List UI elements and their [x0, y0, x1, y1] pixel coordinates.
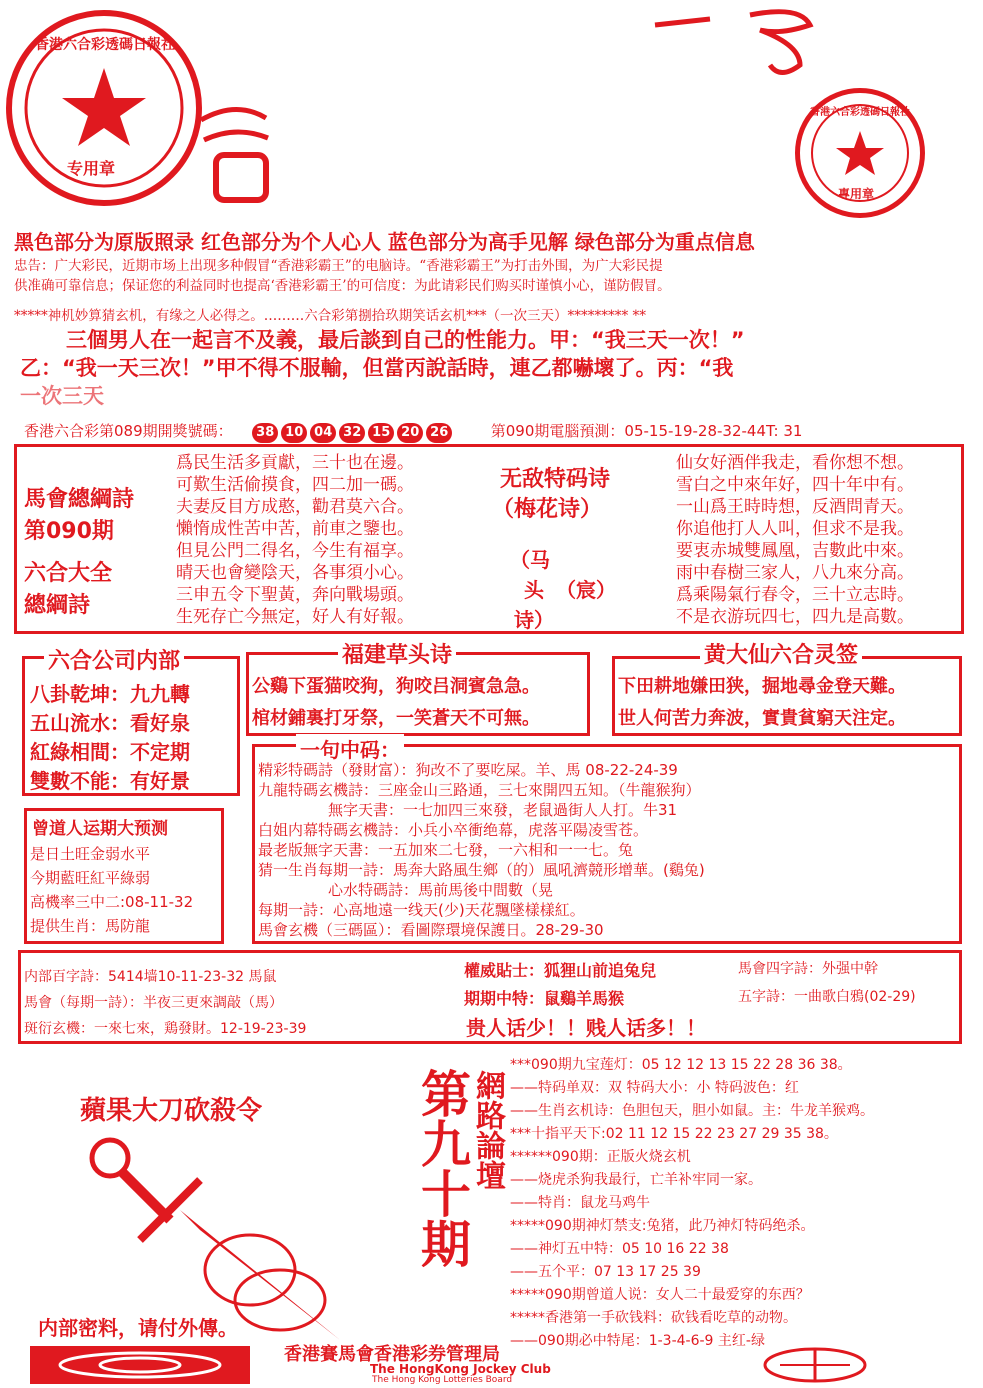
yiju-line: 最老版無字天書：一五加來二七發，一六相和一一七。兔 [258, 841, 634, 859]
poem-col2-line: 要衷赤城雙鳳凰，吉數此中來。 [676, 541, 914, 561]
forum-lines [510, 1054, 874, 1353]
poem-mid-title-1: 无敌特码诗 [500, 467, 611, 492]
ball-6: 20 [397, 423, 423, 443]
draw-row [24, 420, 802, 443]
right-seal-sub: 專用章 [838, 187, 875, 201]
poem-left-title-1: 馬會總綱詩 [24, 487, 135, 512]
poem-left-title-3: 六合大全 [24, 561, 113, 586]
ball-4: 32 [339, 423, 365, 443]
top-stroke-decoration [650, 5, 830, 85]
notice-line-1: 忠告：广大彩民，近期市场上出现多种假冒“香港彩霸王”的电脑诗。“香港彩霸王”为打击外围，为广大彩民提 [14, 258, 663, 274]
company-line: 八卦乾坤：九九轉 [30, 682, 190, 706]
forum-side-title [470, 1070, 510, 1198]
right-seal [795, 88, 925, 218]
poem-col-2 [676, 452, 914, 628]
authority-line-2: 期期中特：鼠鷄羊馬猴 [464, 989, 625, 1008]
forum-line: *****090期曾道人说：女人二十最爱穿的东西？ [510, 1287, 810, 1303]
company-lines [30, 680, 190, 796]
poem-col1-line: 可歎生活偷摸食，四二加一碼。 [176, 475, 414, 495]
inner-line: 内部百字詩：5414墙10-11-23-32 馬鼠 [24, 969, 277, 985]
forum-line: ——特肖：鼠龙马鸡牛 [510, 1195, 650, 1211]
yiju-line: 馬會玄機（三碼區）：看圖際環境保護日。28-29-30 [258, 921, 604, 939]
zengdao-line: 高機率三中二:08-11-32 [30, 893, 194, 911]
poem-col1-line: 三申五令下聖黃，奔向戰場頭。 [176, 585, 414, 605]
left-seal-text: 香港六合彩透碼日報社 [35, 37, 175, 53]
yiju-line: 精彩特碼詩（發財富）：狗改不了要吃屎。羊、馬 08-22-24-39 [258, 761, 678, 779]
yiju-line: 九龍特碼玄機詩：三座金山三路通，三七來開四五知。（牛龍猴狗） [258, 781, 701, 799]
yiju-line: 猜一生肖每期一詩：馬奔大路風生鄉（的）風吼濟競形增華。(鷄兔) [258, 861, 705, 879]
inner-line: 斑衍玄機：一來七來，鶏發財。12-19-23-39 [24, 1021, 307, 1037]
poem-col1-line: 生死存亡今無定，好人有好報。 [176, 607, 414, 627]
poem-col1-line: 但見公門二得名，今生有福享。 [176, 541, 414, 561]
inner-line: 馬會（每期一詩）：半夜三更來調敲（馬） [24, 995, 283, 1011]
left-seal [6, 10, 202, 206]
poem-col2-line: 雨中春樹三家人，八九來分高。 [676, 563, 914, 583]
poem-left-title-2: 第090期 [24, 519, 114, 544]
zengdao-line: 是日土旺金弱水平 [30, 845, 151, 863]
forum-line: ——神灯五中特：05 10 16 22 38 [510, 1241, 729, 1257]
footer-left-emblem [30, 1346, 250, 1384]
poem-col1-line: 懶惰成性苦中苦，前車之鑒也。 [176, 519, 414, 539]
forum-line: *****香港第一手砍钱料：砍钱看吃草的动物。 [510, 1310, 797, 1326]
ball-5: 15 [368, 423, 394, 443]
poem-col2-line: 爲乘陽氣行春令，三十立志時。 [676, 585, 914, 605]
poem-col1-line: 夫妻反目方成憨，勸君莫六合。 [176, 497, 414, 517]
footer-en-1: The HongKong Jockey Club [370, 1362, 551, 1376]
ball-7: 26 [426, 423, 452, 443]
forum-line: ——090期必中特尾：1-3-4-6-9 主红-绿 [510, 1333, 765, 1349]
huang-title: 黄大仙六合灵签 [700, 638, 862, 669]
ball-3: 04 [310, 423, 336, 443]
huang-line-2: 世人何苦力奔波，實貴貧窮天注定。 [618, 708, 906, 729]
ball-1: 38 [252, 423, 278, 443]
fujian-title: 福建草头诗 [338, 638, 456, 669]
forum-line: ——特码单双：双 特码大小：小 特码波色：红 [510, 1080, 799, 1096]
forum-big-text: 第九十期 [413, 1068, 471, 1268]
forum-line: ***090期九宝莲灯：05 12 12 13 15 22 28 36 38。 [510, 1057, 852, 1073]
forum-line: ——五个平：07 13 17 25 39 [510, 1264, 701, 1280]
authority-line-1: 權威貼士：狐狸山前追兔兒 [464, 961, 657, 980]
poem-mid-note-2: 头 [524, 578, 544, 602]
yiju-lines [258, 760, 705, 940]
authority-side-1: 馬會四字詩：外强中幹 [738, 961, 878, 977]
draw-predict: 第090期電腦預測：05-15-19-28-32-44T: 31 [490, 422, 803, 440]
forum-line: ——生肖玄机诗：色胆包天，胆小如鼠。主：牛龙羊猴鸡。 [510, 1103, 874, 1119]
poem-mid-note-1: （马 [510, 548, 550, 572]
draw-label: 香港六合彩第089期開獎號碼： [24, 422, 233, 440]
zengdao-lines [30, 842, 193, 938]
poem-col2-line: 一山爲王時時想，反酒問青天。 [676, 497, 914, 517]
poem-col2-line: 你追他打人人叫，但求不是我。 [676, 519, 914, 539]
authority-slogan: 贵人话少！！贱人话多！！ [466, 1016, 706, 1040]
poem-col2-line: 不是衣游玩四七，四九是高數。 [676, 607, 914, 627]
joke-header: *****神机妙算猜玄机，有缘之人必得之。………六合彩第捌拾玖期笑话玄机***（一次三天）********* ** [14, 308, 647, 324]
company-line: 五山流水：看好泉 [30, 711, 190, 735]
forum-side-text: 網路論壇 [470, 1070, 505, 1190]
footer-org: 香港賽馬會香港彩券管理局 [284, 1344, 500, 1365]
poem-mid-note-4: （宸） [556, 578, 616, 602]
right-seal-text: 香港六合彩透碼日報社 [810, 107, 910, 118]
joke-line-2: 乙：“我一天三次！”甲不得不服輸，但當丙說話時，連乙都嚇壞了。丙：“我 [20, 356, 734, 380]
company-line: 紅綠相間：不定期 [30, 740, 190, 764]
poem-col2-line: 雪白之中來年好，四十年中有。 [676, 475, 914, 495]
authority-side-2: 五字詩：一曲歌白鴉(02-29) [738, 989, 916, 1005]
poem-col1-line: 爲民生活多貢獻，三十也在邊。 [176, 453, 414, 473]
notice-line-2: 供准确可靠信息；保证您的利益同时也提高‘香港彩霸王’的可信度：为此请彩民们购买时谨慎小心，谨防假冒。 [14, 278, 671, 294]
company-line: 雙數不能：有好景 [30, 769, 190, 793]
forum-line: ******090期：正版火烧玄机 [510, 1149, 691, 1165]
zengdao-line: 提供生肖：馬防龍 [30, 917, 151, 935]
fujian-line-2: 棺材鋪裏打牙祭，一笑蒼天不可無。 [252, 708, 540, 729]
ball-2: 10 [281, 423, 307, 443]
zengdao-line: 今期藍旺紅平綠弱 [30, 869, 151, 887]
left-seal-decoration [196, 100, 276, 210]
huang-line-1: 下田耕地嫌田狭，掘地尋金登天難。 [618, 676, 906, 697]
joke-line-3: 一次三天 [20, 384, 104, 408]
fujian-line-1: 公鷄下蛋猫咬狗，狗咬吕洞賓急急。 [252, 676, 540, 697]
forum-line: *****090期神灯禁支:兔猪，此乃神灯特码绝杀。 [510, 1218, 815, 1234]
poem-col2-line: 仙女好酒伴我走，看你想不想。 [676, 453, 914, 473]
yiju-title: 一句中码： [296, 734, 404, 763]
poem-col-1 [176, 452, 414, 628]
yiju-line: 無字天書：一七加四三來發，老鼠過街人人打。牛31 [328, 801, 678, 819]
zengdao-title: 曾道人运期大预测 [32, 819, 168, 839]
forum-line: ——烧虎杀狗我最行，亡羊补牢同一家。 [510, 1172, 762, 1188]
apple-footer-note: 内部密料，请付外傳。 [38, 1316, 238, 1340]
yiju-line: 心水特碼詩：馬前馬後中間數（晃 [328, 881, 554, 899]
yiju-line: 每期一詩：心高地遠一线天(少)天花飄墜樣樣紅。 [258, 901, 585, 919]
forum-big-title [410, 1068, 474, 1280]
poem-col1-line: 晴天也會變陰天，各事須小心。 [176, 563, 414, 583]
legend-line: 黑色部分为原版照录 红色部分为个人心人 蓝色部分为高手见解 绿色部分为重点信息 [14, 230, 755, 254]
inner-lines [24, 964, 306, 1042]
poem-left-title-4: 總綱詩 [24, 593, 91, 618]
left-seal-sub: 专用章 [67, 159, 116, 178]
forum-line: ***十指平天下:02 11 12 15 22 23 27 29 35 38。 [510, 1126, 838, 1142]
yiju-line: 白姐内幕特碼玄機詩：小兵小卒衝绝幕，虎落平陽凌雪苍。 [258, 821, 649, 839]
footer-en-2: The Hong Kong Lotteries Board [372, 1375, 513, 1385]
apple-title: 蘋果大刀砍殺令 [80, 1096, 263, 1126]
footer-right-emblem [760, 1346, 870, 1384]
joke-line-1: 三個男人在一起言不及義，最后談到自己的性能力。甲：“我三天一次！” [66, 328, 745, 352]
poem-mid-title-2: （梅花诗） [492, 497, 603, 522]
company-title: 六合公司内部 [44, 644, 184, 675]
poem-mid-note-3: 诗） [514, 608, 554, 632]
